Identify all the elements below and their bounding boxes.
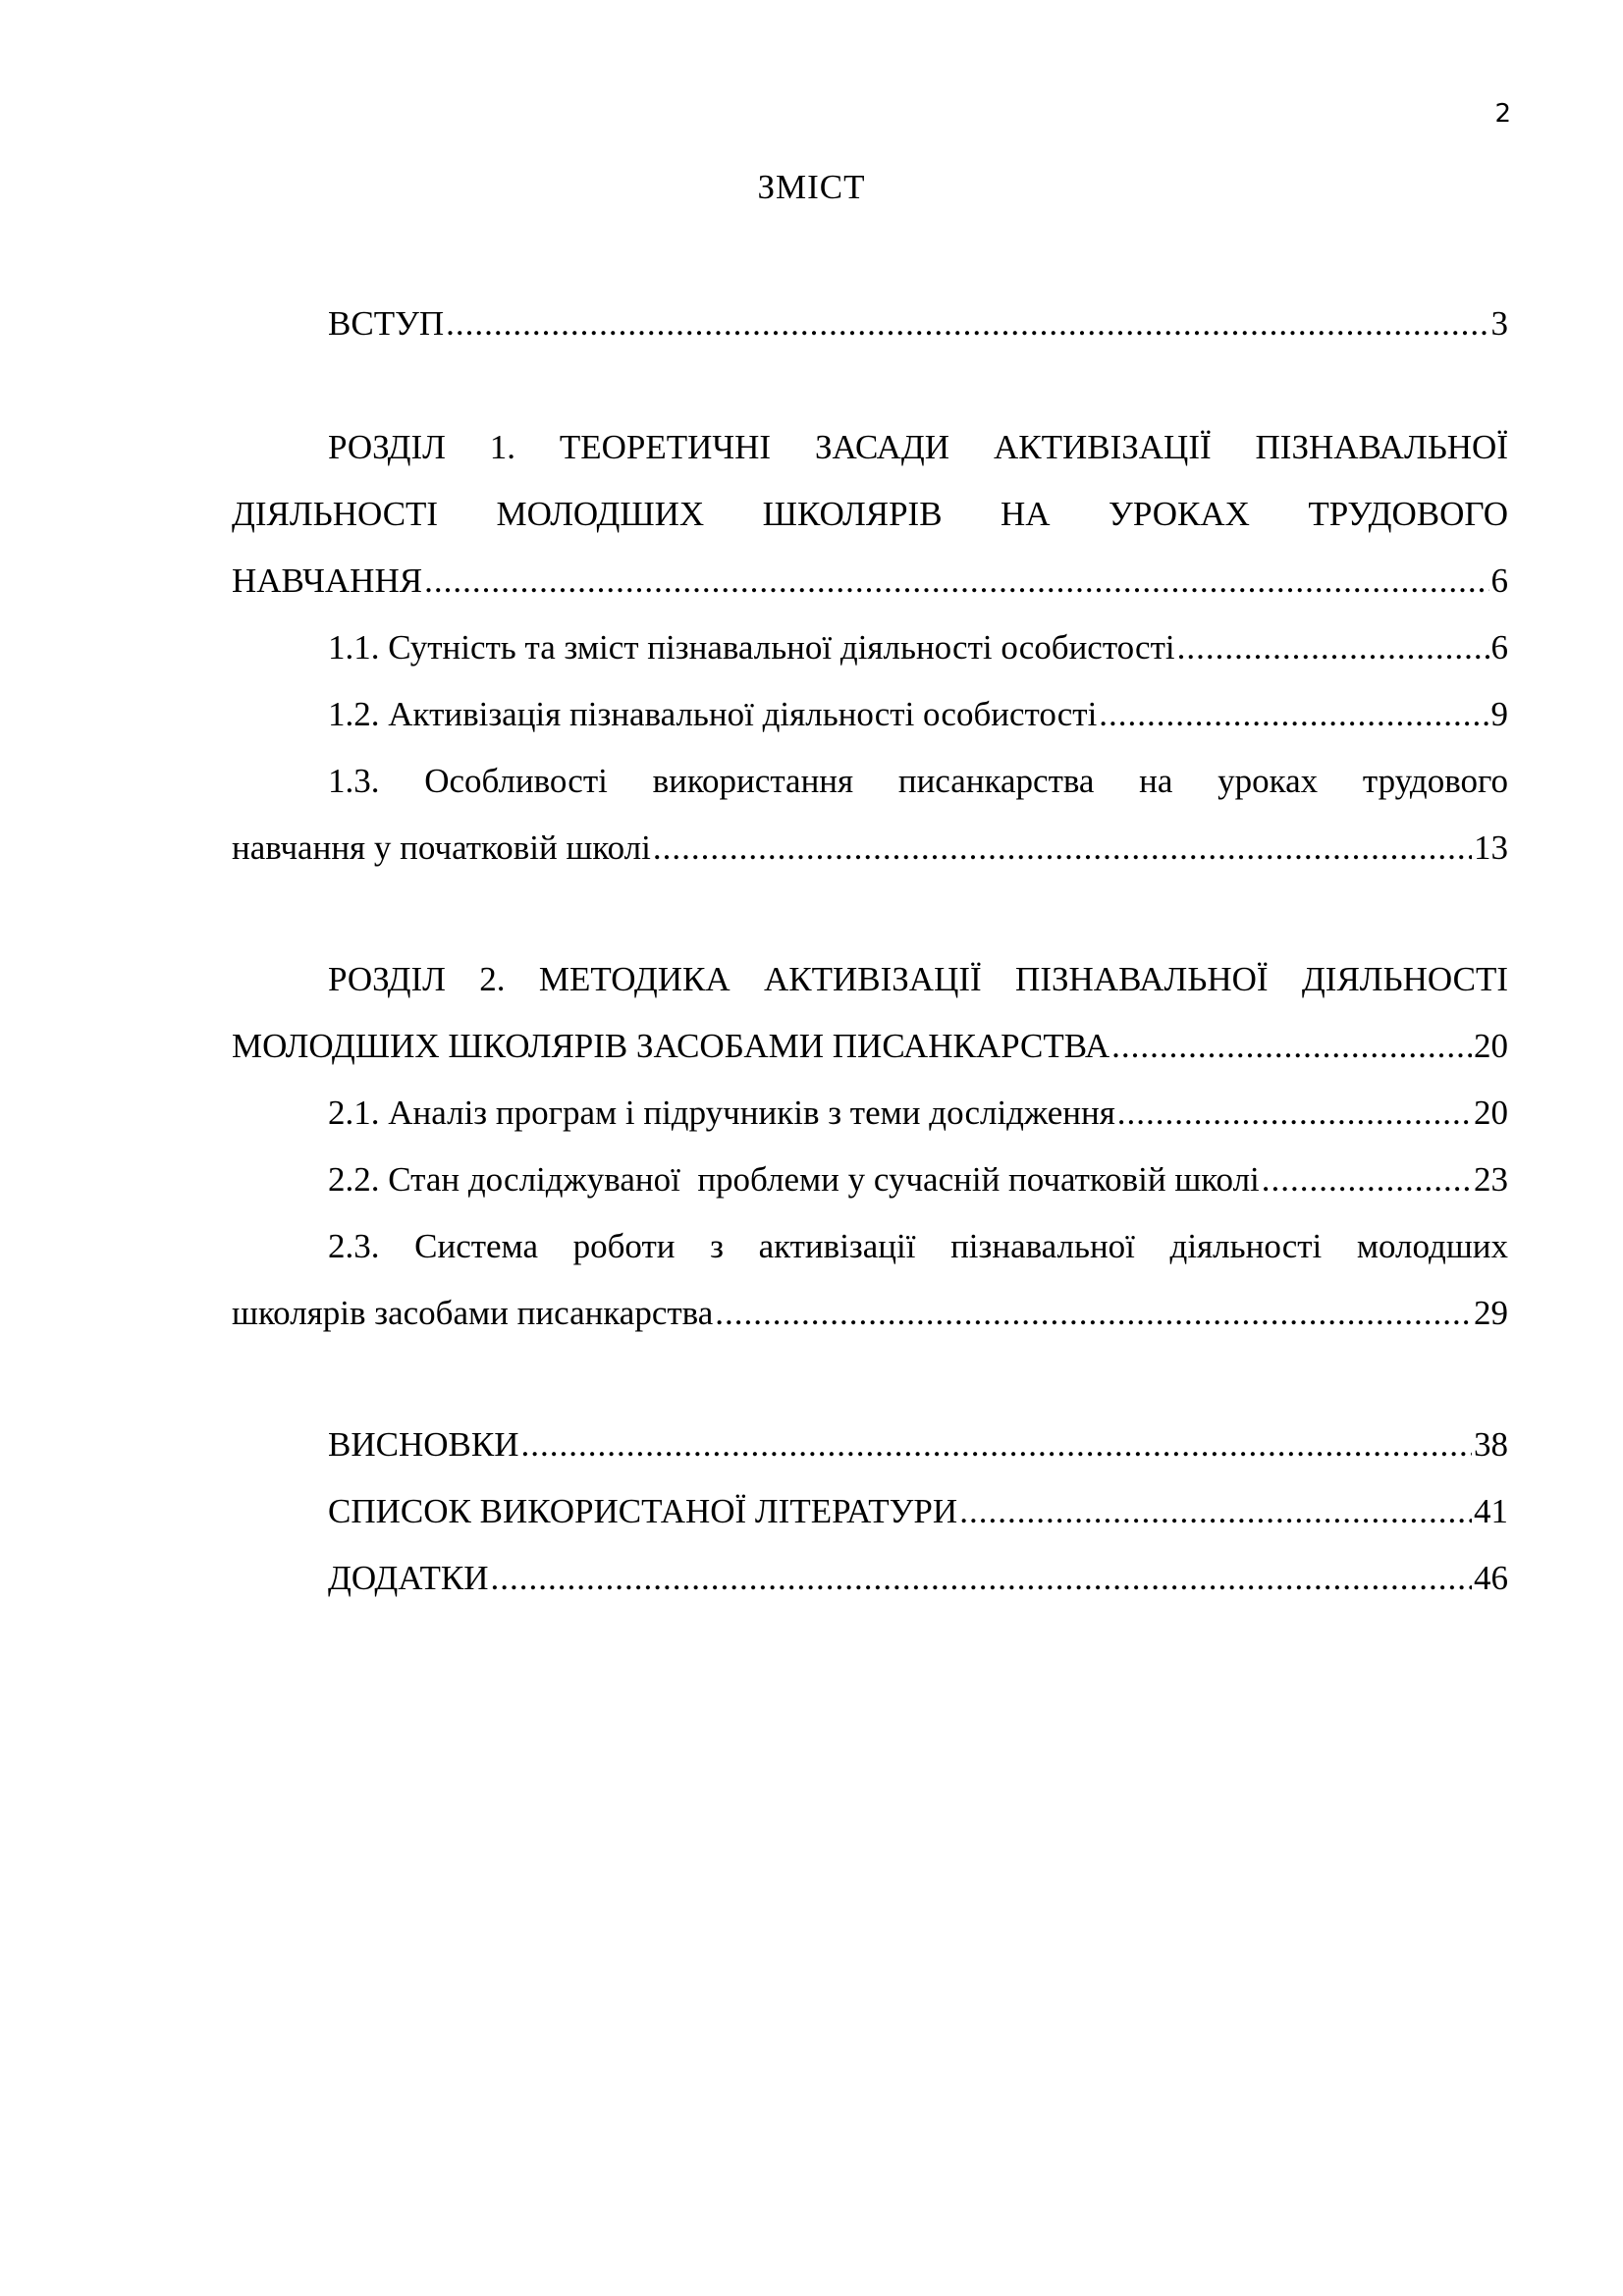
toc-entry-line: 2.3. Система роботи з активізації пізнавальної діяльності молодших (328, 1227, 1508, 1265)
toc-entry-text: НАВЧАННЯ (232, 561, 423, 600)
toc-entry-text: 1.1. Сутність та зміст пізнавальної діяльності особистості (328, 628, 1175, 667)
toc-entry-section-1-3[interactable] (232, 748, 1508, 881)
dot-leader (1262, 1147, 1472, 1213)
toc-entry-section-2-2[interactable] (232, 1147, 1508, 1213)
toc-entry-appendices[interactable] (232, 1545, 1508, 1612)
dot-leader (446, 291, 1488, 357)
toc-entry-page: 20 (1474, 1094, 1508, 1132)
dot-leader (1177, 614, 1489, 681)
toc-entry-text: навчання у початковій школі (232, 828, 651, 867)
dot-leader (520, 1412, 1472, 1478)
toc-entry-line: 1.3. Особливості використання писанкарства на уроках трудового (328, 762, 1508, 800)
toc-entry-section-1-1[interactable] (232, 614, 1508, 681)
toc-entry-page: 3 (1490, 304, 1508, 343)
toc-entry-intro[interactable] (232, 291, 1508, 357)
page-number: 2 (1494, 99, 1511, 129)
toc-entry-text: 2.1. Аналіз програм і підручників з теми дослідження (328, 1094, 1115, 1132)
toc-entry-page: 6 (1490, 561, 1508, 600)
toc-entry-page: 13 (1474, 828, 1508, 867)
dot-leader (424, 548, 1488, 614)
toc-entry-conclusions[interactable] (232, 1412, 1508, 1478)
toc-entry-page: 6 (1490, 628, 1508, 667)
dot-leader (1099, 681, 1488, 748)
dot-leader (490, 1545, 1472, 1612)
toc-entry-text: 1.2. Активізація пізнавальної діяльності особистості (328, 695, 1098, 733)
toc-entry-text: 2.2. Стан досліджуваної проблеми у сучасній початковій школі (328, 1160, 1260, 1199)
dot-leader (715, 1280, 1472, 1347)
dot-leader (653, 815, 1472, 881)
toc-entry-section-1-2[interactable] (232, 681, 1508, 748)
toc-entry-page: 9 (1490, 695, 1508, 733)
toc-entry-section-2-1[interactable] (232, 1080, 1508, 1147)
toc-entry-line: ДІЯЛЬНОСТІ МОЛОДШИХ ШКОЛЯРІВ НА УРОКАХ ТРУДОВОГО (232, 495, 1508, 533)
toc-entry-text: ВСТУП (328, 304, 445, 343)
toc-title: ЗМІСТ (757, 168, 866, 206)
toc-entry-section-2-3[interactable] (232, 1213, 1508, 1347)
toc-entry-line: РОЗДІЛ 2. МЕТОДИКА АКТИВІЗАЦІЇ ПІЗНАВАЛЬНОЇ ДІЯЛЬНОСТІ (328, 960, 1508, 998)
toc-entry-text: ДОДАТКИ (328, 1559, 489, 1597)
dot-leader (1117, 1080, 1472, 1147)
toc-entry-page: 23 (1474, 1160, 1508, 1199)
toc-entry-page: 46 (1474, 1559, 1508, 1597)
toc-entry-text: МОЛОДШИХ ШКОЛЯРІВ ЗАСОБАМИ ПИСАНКАРСТВА (232, 1027, 1110, 1065)
toc-entry-chapter-1[interactable] (232, 414, 1508, 614)
toc-entry-line: РОЗДІЛ 1. ТЕОРЕТИЧНІ ЗАСАДИ АКТИВІЗАЦІЇ ПІЗНАВАЛЬНОЇ (328, 428, 1508, 466)
toc-entry-page: 38 (1474, 1425, 1508, 1464)
toc-entry-text: школярів засобами писанкарства (232, 1294, 714, 1332)
toc-entry-page: 41 (1474, 1492, 1508, 1530)
dot-leader (959, 1478, 1472, 1545)
toc-entry-text: СПИСОК ВИКОРИСТАНОЇ ЛІТЕРАТУРИ (328, 1492, 958, 1530)
toc-entry-chapter-2[interactable] (232, 946, 1508, 1080)
toc-entry-references[interactable] (232, 1478, 1508, 1545)
toc-entry-page: 20 (1474, 1027, 1508, 1065)
dot-leader (1111, 1013, 1472, 1080)
toc-entry-page: 29 (1474, 1294, 1508, 1332)
toc-entry-text: ВИСНОВКИ (328, 1425, 519, 1464)
